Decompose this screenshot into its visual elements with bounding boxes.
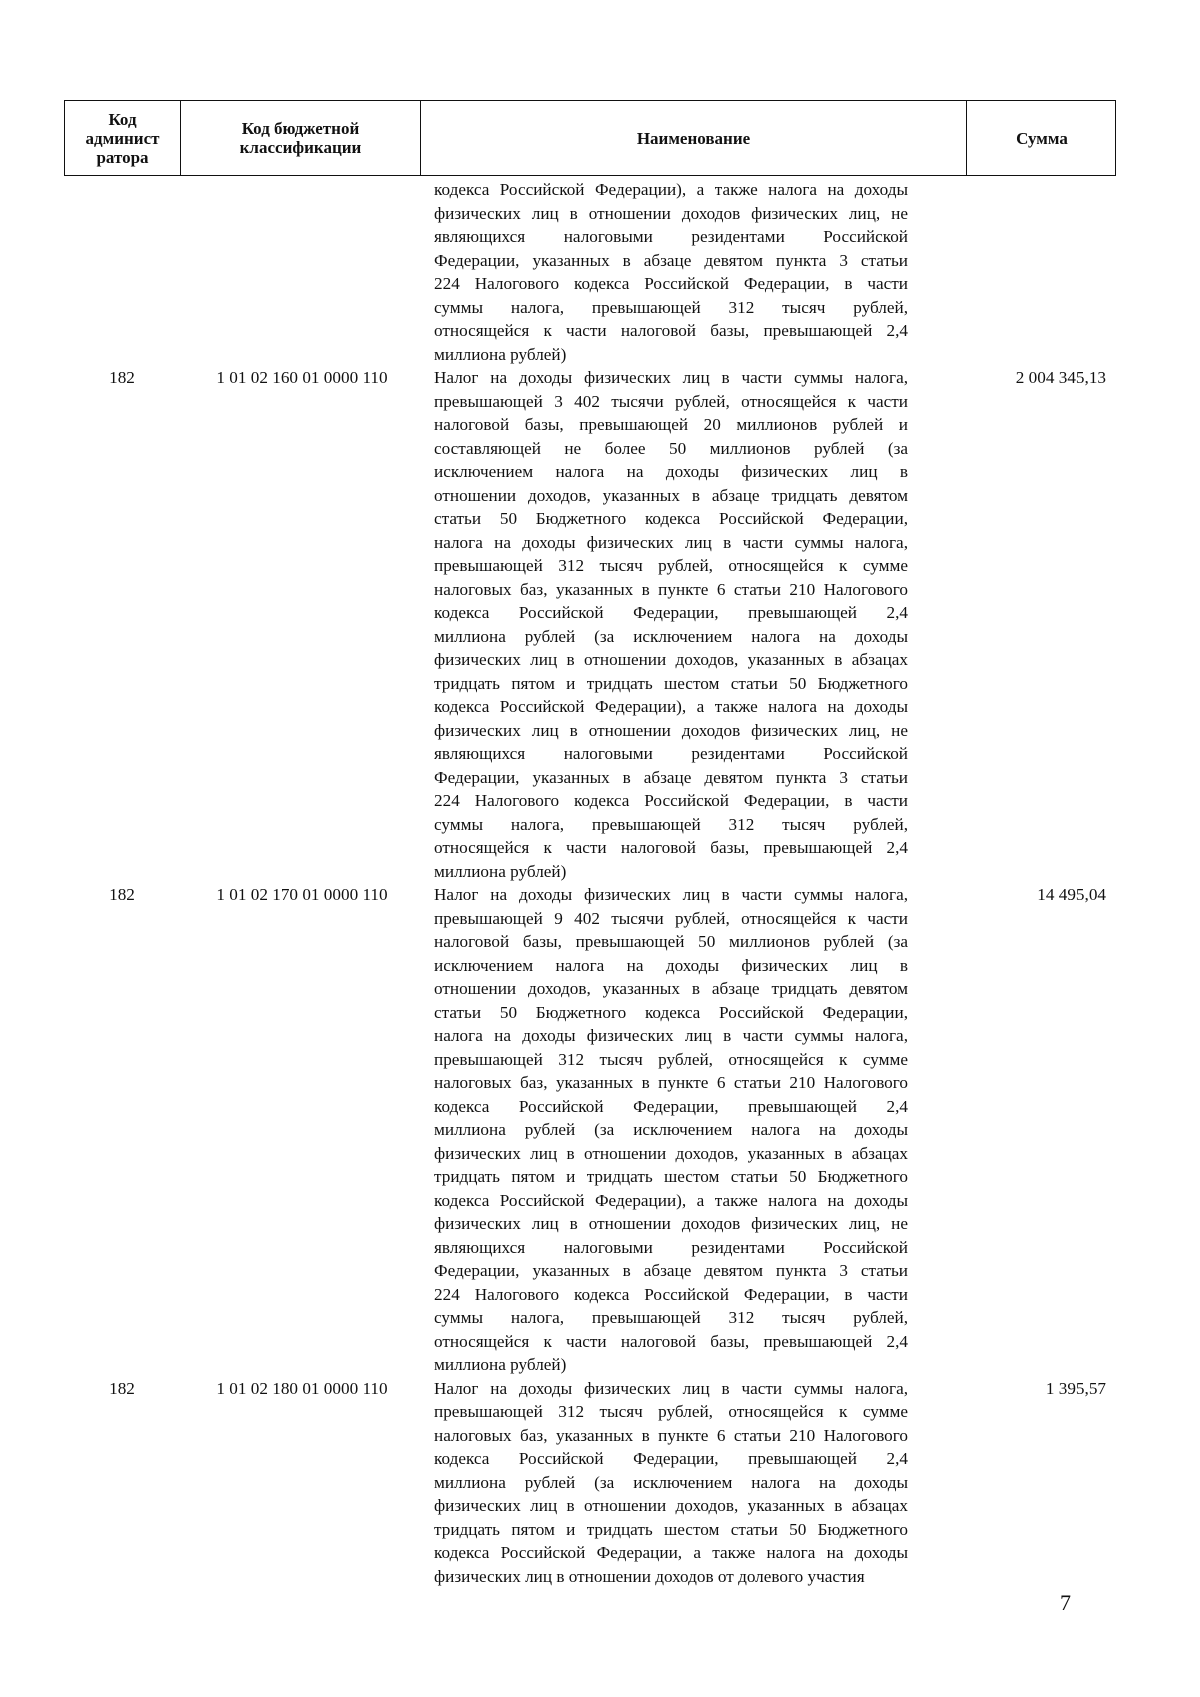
name-line: 224 Налогового кодекса Российской Федерации, в части (434, 274, 908, 293)
name-line: миллиона рублей) (434, 344, 567, 364)
name-line: Налог на доходы физических лиц в части суммы налога, (434, 1378, 908, 1398)
table-row-continuation (64, 178, 1116, 366)
name-line: кодекса Российской Федерации), а также налога на доходы (434, 697, 908, 716)
name-line: Федерации, указанных в абзаце девятом пункта 3 статьи (434, 1261, 908, 1280)
name-line: суммы налога, превышающей 312 тысяч рублей, (434, 297, 908, 317)
name-line: превышающей 9 402 тысячи рублей, относящейся к части (434, 908, 908, 928)
cell-name (420, 178, 966, 366)
name-line: налога на доходы физических лиц в части суммы налога, (434, 1026, 908, 1045)
header-name: Наименование (421, 101, 967, 175)
name-line: миллиона рублей) (434, 861, 567, 881)
cell-sum: 2 004 345,13 (1015, 368, 1106, 387)
cell-name (420, 883, 966, 1377)
name-line: относящейся к части налоговой базы, превышающей 2,4 (434, 321, 908, 340)
name-line: превышающей 312 тысяч рублей, относящейся к сумме (434, 1049, 908, 1069)
name-line: 224 Налогового кодекса Российской Федерации, в части (434, 791, 908, 810)
table-row (64, 1377, 1116, 1589)
name-line: являющихся налоговыми резидентами Российской (434, 227, 908, 246)
cell-admin: 182 (109, 1378, 135, 1398)
name-line: миллиона рублей (за исключением налога на доходы (434, 1120, 908, 1139)
cell-name (420, 1377, 966, 1589)
cell-kbk (180, 178, 420, 366)
cell-name (420, 366, 966, 883)
document-page (64, 100, 1116, 1588)
name-line: тридцать пятом и тридцать шестом статьи 50 Бюджетного (434, 1519, 908, 1539)
name-line: Налог на доходы физических лиц в части суммы налога, (434, 885, 908, 904)
name-line: 224 Налогового кодекса Российской Федерации, в части (434, 1284, 908, 1304)
name-line: налоговых баз, указанных в пункте 6 статьи 210 Налогового (434, 1425, 908, 1445)
name-line: отношении доходов, указанных в абзаце тридцать девятом (434, 485, 908, 505)
cell-kbk: 1 01 02 160 01 0000 110 (216, 368, 388, 387)
name-line: физических лиц в отношении доходов, указанных в абзацах (434, 650, 908, 669)
name-line: миллиона рублей (за исключением налога на доходы (434, 1472, 908, 1492)
header-sum: Сумма (1016, 128, 1068, 148)
name-line: кодекса Российской Федерации, превышающей 2,4 (434, 603, 908, 622)
name-line: исключением налога на доходы физических лиц в (434, 955, 908, 975)
name-line: кодекса Российской Федерации), а также налога на доходы (434, 1190, 908, 1210)
cell-kbk: 1 01 02 170 01 0000 110 (216, 885, 388, 904)
name-line: статьи 50 Бюджетного кодекса Российской Федерации, (434, 1002, 908, 1022)
name-line: статьи 50 Бюджетного кодекса Российской Федерации, (434, 509, 908, 528)
name-line: суммы налога, превышающей 312 тысяч рублей, (434, 814, 908, 834)
name-line: физических лиц в отношении доходов физических лиц, не (434, 203, 908, 223)
name-line: физических лиц в отношении доходов физических лиц, не (434, 720, 908, 740)
name-line: налоговых баз, указанных в пункте 6 статьи 210 Налогового (434, 1073, 908, 1092)
name-line: Налог на доходы физических лиц в части суммы налога, (434, 368, 908, 387)
name-line: налога на доходы физических лиц в части суммы налога, (434, 532, 908, 552)
header-budget-code: Код бюджетной классификации (181, 101, 421, 175)
cell-admin: 182 (109, 885, 135, 904)
name-line: Федерации, указанных в абзаце девятом пункта 3 статьи (434, 767, 908, 787)
name-line: налоговой базы, превышающей 20 миллионов рублей и (434, 415, 908, 434)
header-admin-code: Код админист ратора (65, 101, 181, 175)
name-line: превышающей 312 тысяч рублей, относящейся к сумме (434, 556, 908, 575)
name-line: налоговых баз, указанных в пункте 6 статьи 210 Налогового (434, 579, 908, 599)
name-line: исключением налога на доходы физических лиц в (434, 462, 908, 481)
name-line: суммы налога, превышающей 312 тысяч рублей, (434, 1308, 908, 1327)
name-line: миллиона рублей) (434, 1355, 567, 1374)
name-line: кодекса Российской Федерации), а также налога на доходы (434, 180, 908, 199)
name-line: тридцать пятом и тридцать шестом статьи 50 Бюджетного (434, 673, 908, 693)
name-line: отношении доходов, указанных в абзаце тридцать девятом (434, 979, 908, 998)
table-body (64, 178, 1116, 1588)
name-line: являющихся налоговыми резидентами Российской (434, 1237, 908, 1257)
table-header (64, 100, 1116, 176)
table-row (64, 366, 1116, 883)
name-line: кодекса Российской Федерации, превышающей 2,4 (434, 1449, 908, 1468)
name-line: миллиона рублей (за исключением налога на доходы (434, 626, 908, 646)
name-line: тридцать пятом и тридцать шестом статьи 50 Бюджетного (434, 1167, 908, 1186)
cell-sum: 1 395,57 (1045, 1378, 1106, 1398)
name-line: кодекса Российской Федерации, превышающей 2,4 (434, 1096, 908, 1116)
cell-sum: 14 495,04 (1037, 885, 1106, 904)
name-line: физических лиц в отношении доходов, указанных в абзацах (434, 1143, 908, 1163)
cell-kbk: 1 01 02 180 01 0000 110 (216, 1378, 388, 1398)
name-line: составляющей не более 50 миллионов рублей (за (434, 438, 908, 458)
name-line: физических лиц в отношении доходов от долевого участия (434, 1566, 865, 1586)
name-line: налоговой базы, превышающей 50 миллионов рублей (за (434, 932, 908, 951)
cell-admin (64, 178, 180, 366)
name-line: кодекса Российской Федерации, а также налога на доходы (434, 1543, 908, 1562)
cell-sum (966, 178, 1116, 366)
name-line: превышающей 3 402 тысячи рублей, относящейся к части (434, 391, 908, 411)
name-line: физических лиц в отношении доходов, указанных в абзацах (434, 1496, 908, 1515)
name-line: физических лиц в отношении доходов физических лиц, не (434, 1214, 908, 1233)
name-line: относящейся к части налоговой базы, превышающей 2,4 (434, 1331, 908, 1351)
cell-admin: 182 (109, 368, 135, 387)
name-line: превышающей 312 тысяч рублей, относящейся к сумме (434, 1402, 908, 1421)
page-number: 7 (1060, 1590, 1071, 1615)
name-line: Федерации, указанных в абзаце девятом пункта 3 статьи (434, 250, 908, 270)
name-line: относящейся к части налоговой базы, превышающей 2,4 (434, 838, 908, 857)
name-line: являющихся налоговыми резидентами Российской (434, 744, 908, 763)
table-row (64, 883, 1116, 1377)
